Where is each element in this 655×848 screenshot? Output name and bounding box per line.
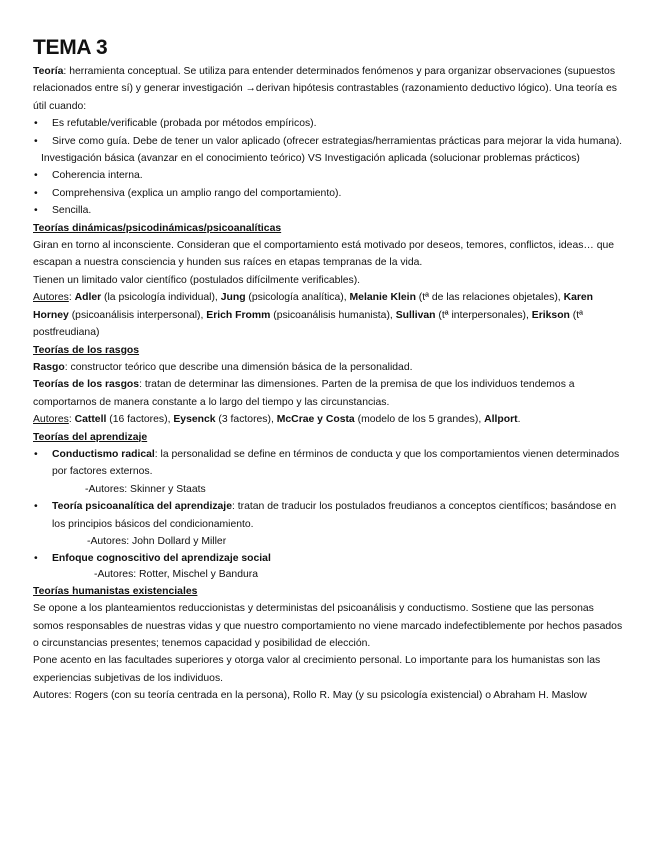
dynamic-paragraph-2: Tienen un limitado valor científico (postulados difícilmente verificables). <box>33 274 361 286</box>
list-item: • Sencilla. <box>33 202 627 219</box>
basic-vs-applied: Investigación básica (avanzar en el conocimiento teórico) VS Investigación aplicada (solucionar problemas prácticos) <box>41 153 580 165</box>
section-heading-humanist: Teorías humanistas existenciales <box>33 585 198 597</box>
dynamic-paragraph-1: Giran en torno al inconsciente. Consideran que el comportamiento está motivado por deseos, temores, conflictos, ideas… que escapan a nuestra consciencia y hunden sus raíces en etapas tempranas de la vida. <box>33 240 615 269</box>
bullet-icon: • <box>34 448 38 460</box>
bullet-icon: • <box>34 205 38 217</box>
list-item: • Teoría psicoanalítica del aprendizaje: tratan de traducir los postulados freudianos a conceptos científicos; basándose en los principios básicos del condicionamiento. -Autores: John Dollard y Miller <box>33 498 627 550</box>
learning-authors: -Autores: John Dollard y Miller <box>87 535 227 547</box>
list-item: • Es refutable/verificable (probada por métodos empíricos). <box>33 115 627 132</box>
theory-definition <box>33 63 627 115</box>
dynamic-authors: Autores: Adler (la psicología individual), Jung (psicología analítica), Melanie Klein (tª de las relaciones objetales), Karen Horney (psicoanálisis interpersonal), Erich Fromm (psicoanálisis humanista), Sullivan (tª interpersonales), Erikson (tª postfreudiana) <box>33 292 594 339</box>
bullet-icon: • <box>34 170 38 182</box>
traits-authors: Autores: Cattell (16 factores), Eysenck (3 factores), McCrae y Costa (modelo de los 5 grandes), Allport. <box>33 414 521 426</box>
theory-qualities-list <box>33 167 627 219</box>
document-page <box>33 36 627 705</box>
authors-label: Autores <box>33 292 69 304</box>
bullet-icon: • <box>34 501 38 513</box>
trait-theories-definition: Teorías de los rasgos: tratan de determinar las dimensiones. Parten de la premisa de que los individuos tendemos a comportarnos de manera constante a lo largo del tiempo y las circunstancias. <box>33 379 575 408</box>
list-item: • Conductismo radical: la personalidad se define en términos de conducta y que los comportamientos vienen determinados por factores externos. -Autores: Skinner y Staats <box>33 446 627 498</box>
bullet-icon: • <box>34 118 38 130</box>
list-item: • Coherencia interna. <box>33 167 627 184</box>
authors-label: Autores <box>33 414 69 426</box>
section-heading-traits: Teorías de los rasgos <box>33 344 140 356</box>
useful-theory-list <box>33 115 627 150</box>
bullet-icon: • <box>34 187 38 199</box>
list-item: • Enfoque cognoscitivo del aprendizaje social -Autores: Rotter, Mischel y Bandura <box>33 550 627 580</box>
theory-definition-text: : herramienta conceptual. Se utiliza para entender determinados fenómenos y para organizar observaciones (supuestos relacionados entre sí) y generar investigación →derivan hipótesis contrastables (razonamiento deductivo lógico). Una teoría es útil cuando: <box>33 66 617 112</box>
page-title: TEMA 3 <box>33 36 108 59</box>
list-item: • Sirve como guía. Debe de tener un valor aplicado (ofrecer estrategias/herramientas prácticas para mejorar la vida humana). <box>33 133 627 150</box>
humanist-paragraph-1: Se opone a los planteamientos reduccionistas y deterministas del psicoanálisis y conductismo. Sostiene que las personas somos responsables de nuestras vidas y que nuestro comportamiento no viene marcado indefectiblemente por hechos pasados o circunstancias presentes; tenemos capacidad y posibilidad de elección. <box>33 603 623 649</box>
theory-term: Teoría <box>33 66 64 77</box>
section-heading-dynamic: Teorías dinámicas/psicodinámicas/psicoanalíticas <box>33 222 282 234</box>
list-item: • Comprehensiva (explica un amplio rango del comportamiento). <box>33 185 627 202</box>
humanist-paragraph-2: Pone acento en las facultades superiores y otorga valor al crecimiento personal. Lo importante para los humanistas son las experiencias subjetivas de los individuos. <box>33 655 601 684</box>
learning-authors: -Autores: Skinner y Staats <box>85 483 206 495</box>
bullet-icon: • <box>34 135 38 147</box>
learning-authors: -Autores: Rotter, Mischel y Bandura <box>94 568 259 580</box>
trait-definition: Rasgo: constructor teórico que describe una dimensión básica de la personalidad. <box>33 361 413 373</box>
bullet-icon: • <box>34 553 38 565</box>
humanist-authors: Autores: Rogers (con su teoría centrada en la persona), Rollo R. May (y su psicología existencial) o Abraham H. Maslow <box>33 690 587 702</box>
section-heading-learning: Teorías del aprendizaje <box>33 431 148 443</box>
learning-theories-list <box>33 446 627 581</box>
